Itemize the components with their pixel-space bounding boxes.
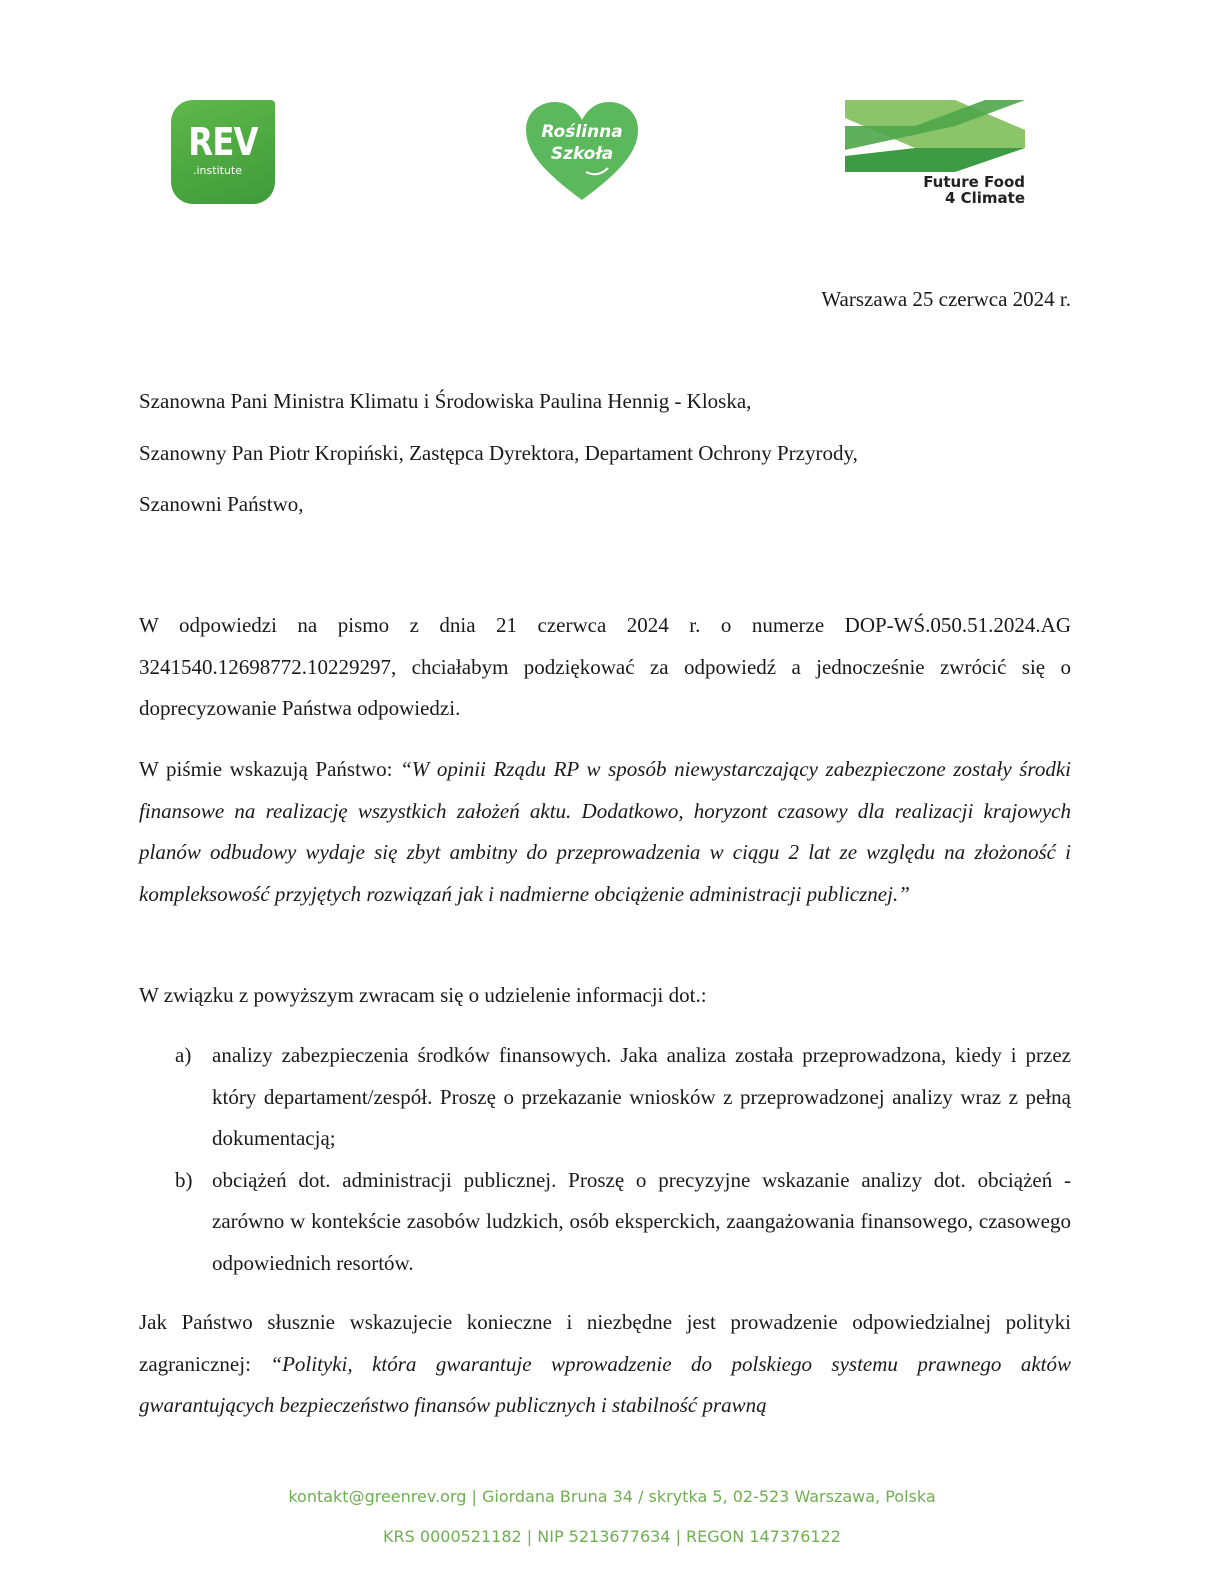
future-food-logo-line2: 4 Climate bbox=[944, 189, 1025, 207]
paragraph-request-intro: W związku z powyższym zwracam się o udzielenie informacji dot.: bbox=[139, 983, 707, 1007]
footer-registry: KRS 0000521182 | NIP 5213677634 | REGON 147376122 bbox=[383, 1527, 841, 1546]
policy-quote: “Polityki, która gwarantuje wprowadzenie do polskiego systemu prawnego aktów gwarantujących bezpieczeństwo finansów publicznych i stabilność prawną bbox=[139, 1351, 1072, 1417]
roslinna-szkola-logo bbox=[524, 100, 640, 204]
list-item-text: obciążeń dot. administracji publicznej. Proszę o precyzyjne wskazanie analizy dot. obciążeń - zarówno w kontekście zasobów ludzkich, osób eksperckich, zaangażowania finansowego, czasowego odpowiednich resortów. bbox=[212, 1167, 1071, 1275]
rev-institute-logo bbox=[171, 100, 275, 204]
future-food-4-climate-logo bbox=[845, 100, 1025, 210]
paragraph-government-opinion bbox=[139, 749, 1071, 915]
paragraph-foreign-policy bbox=[139, 1302, 1071, 1427]
roslinna-logo-line2: Szkoła bbox=[550, 144, 614, 164]
paragraph-intro-text: Jak Państwo słusznie wskazujecie konieczne i niezbędne jest prowadzenie odpowiedzialnej polityki zagranicznej: bbox=[139, 1310, 1071, 1376]
ribbon-logo-icon bbox=[845, 100, 1025, 172]
roslinna-logo-line1: Roślinna bbox=[541, 122, 623, 142]
paragraph-intro-text: W piśmie wskazują Państwo: bbox=[139, 757, 401, 781]
paragraph-response: W odpowiedzi na pismo z dnia 21 czerwca 2024 r. o numerze DOP-WŚ.050.51.2024.AG 3241540.12698772.10229297, chciałabym podziękować za odpowiedź a jednocześnie zwrócić się o doprecyzowanie Państwa odpowiedzi. bbox=[139, 613, 1071, 720]
footer-contact: kontakt@greenrev.org | Giordana Bruna 34 / skrytka 5, 02-523 Warszawa, Polska bbox=[288, 1487, 936, 1506]
list-item-text: analizy zabezpieczenia środków finansowych. Jaka analiza została przeprowadzona, kiedy i przez który departament/zespół. Proszę o przekazanie wniosków z przeprowadzonej analizy wraz z pełną dokumentacją; bbox=[212, 1043, 1071, 1150]
request-list bbox=[139, 1035, 1071, 1284]
list-marker: a) bbox=[175, 1043, 192, 1067]
rev-logo-title: REV bbox=[188, 120, 258, 164]
letter-date: Warszawa 25 czerwca 2024 r. bbox=[821, 287, 1071, 311]
salutation-general: Szanowni Państwo, bbox=[139, 492, 304, 516]
list-marker: b) bbox=[175, 1167, 193, 1192]
salutation-deputy-director: Szanowny Pan Piotr Kropiński, Zastępca Dyrektora, Departament Ochrony Przyrody, bbox=[139, 441, 858, 465]
list-item bbox=[139, 1035, 1071, 1160]
future-food-logo-line1: Future Food bbox=[923, 173, 1025, 191]
list-item bbox=[139, 1160, 1071, 1285]
government-quote: “W opinii Rządu RP w sposób niewystarczający zabezpieczone zostały środki finansowe na realizację wszystkich założeń aktu. Dodatkowo, horyzont czasowy dla realizacji krajowych planów odbudowy wydaje się zbyt ambitny do przeprowadzenia w ciągu 2 lat ze względu na złożoność i kompleksowość przyjętych rozwiązań jak i nadmierne obciążenie administracji publicznej.” bbox=[139, 757, 1071, 906]
salutation-minister: Szanowna Pani Ministra Klimatu i Środowiska Paulina Hennig - Kloska, bbox=[139, 389, 752, 413]
rev-logo-subtitle: .institute bbox=[193, 164, 242, 177]
